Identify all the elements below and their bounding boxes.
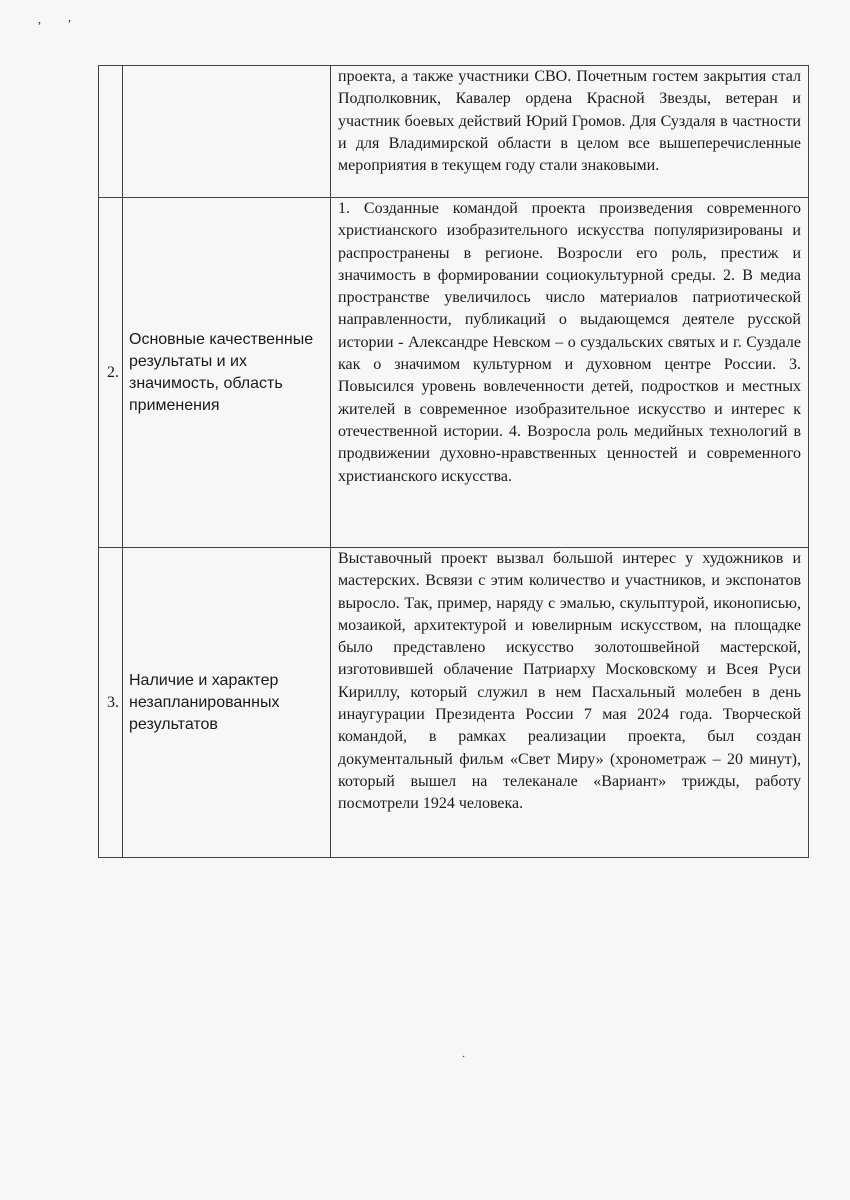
row-description: 1. Созданные командой проекта произведения современного христианского изобразительного искусства популяризированы и распространены в регионе. Возросли его роль, престиж и значимость в формировании социокультурной среды. 2. В медиа пространстве увеличилось число материалов патриотической направленности, публикаций о выдающемся деятеле русской истории - Александре Невском – о суздальских святых и г. Суздале как о значимом культурном и духовном центре России. 3. Повысился уровень вовлеченности детей, подростков и местных жителей в современное изобразительное искусство и интерес к отечественной истории. 4. Возросла роль медийных технологий в продвижении духовно-нравственных ценностей и современного христианского искусства.: [331, 198, 809, 548]
row-label: [123, 66, 331, 198]
scan-speck: ,: [68, 10, 71, 24]
scan-speck: ,: [38, 12, 41, 26]
row-description: проекта, а также участники СВО. Почетным гостем закрытия стал Подполковник, Кавалер ордена Красной Звезды, ветеран и участник боевых действий Юрий Громов. Для Суздаля в частности и для Владимирской области в целом все вышеперечисленные мероприятия в текущем году стали знаковыми.: [331, 66, 809, 198]
row-number: [99, 66, 123, 198]
results-table: [98, 65, 809, 858]
table-row: [99, 548, 809, 858]
row-label: Основные качественные результаты и их значимость, область применения: [123, 198, 331, 548]
row-description: Выставочный проект вызвал большой интерес у художников и мастерских. Всвязи с этим количество и участников, и экспонатов выросло. Так, пример, наряду с эмалью, скульптурой, иконописью, мозаикой, архитектурой и ювелирным искусством, на площадке было представлено искусство золотошвейной мастерской, изготовившей облачение Патриарху Московскому и Всея Руси Кириллу, который служил в нем Пасхальный молебен в день инаугурации Президента России 7 мая 2024 года. Творческой командой, в рамках реализации проекта, был создан документальный фильм «Свет Миру» (хронометраж – 20 минут), который вышел на телеканале «Вариант» трижды, работу посмотрели 1924 человека.: [331, 548, 809, 858]
table-row: [99, 198, 809, 548]
table-row: [99, 66, 809, 198]
row-number: 2.: [99, 198, 123, 548]
row-label: Наличие и характер незапланированных результатов: [123, 548, 331, 858]
row-number: 3.: [99, 548, 123, 858]
scan-speck: ·: [462, 1052, 466, 1063]
